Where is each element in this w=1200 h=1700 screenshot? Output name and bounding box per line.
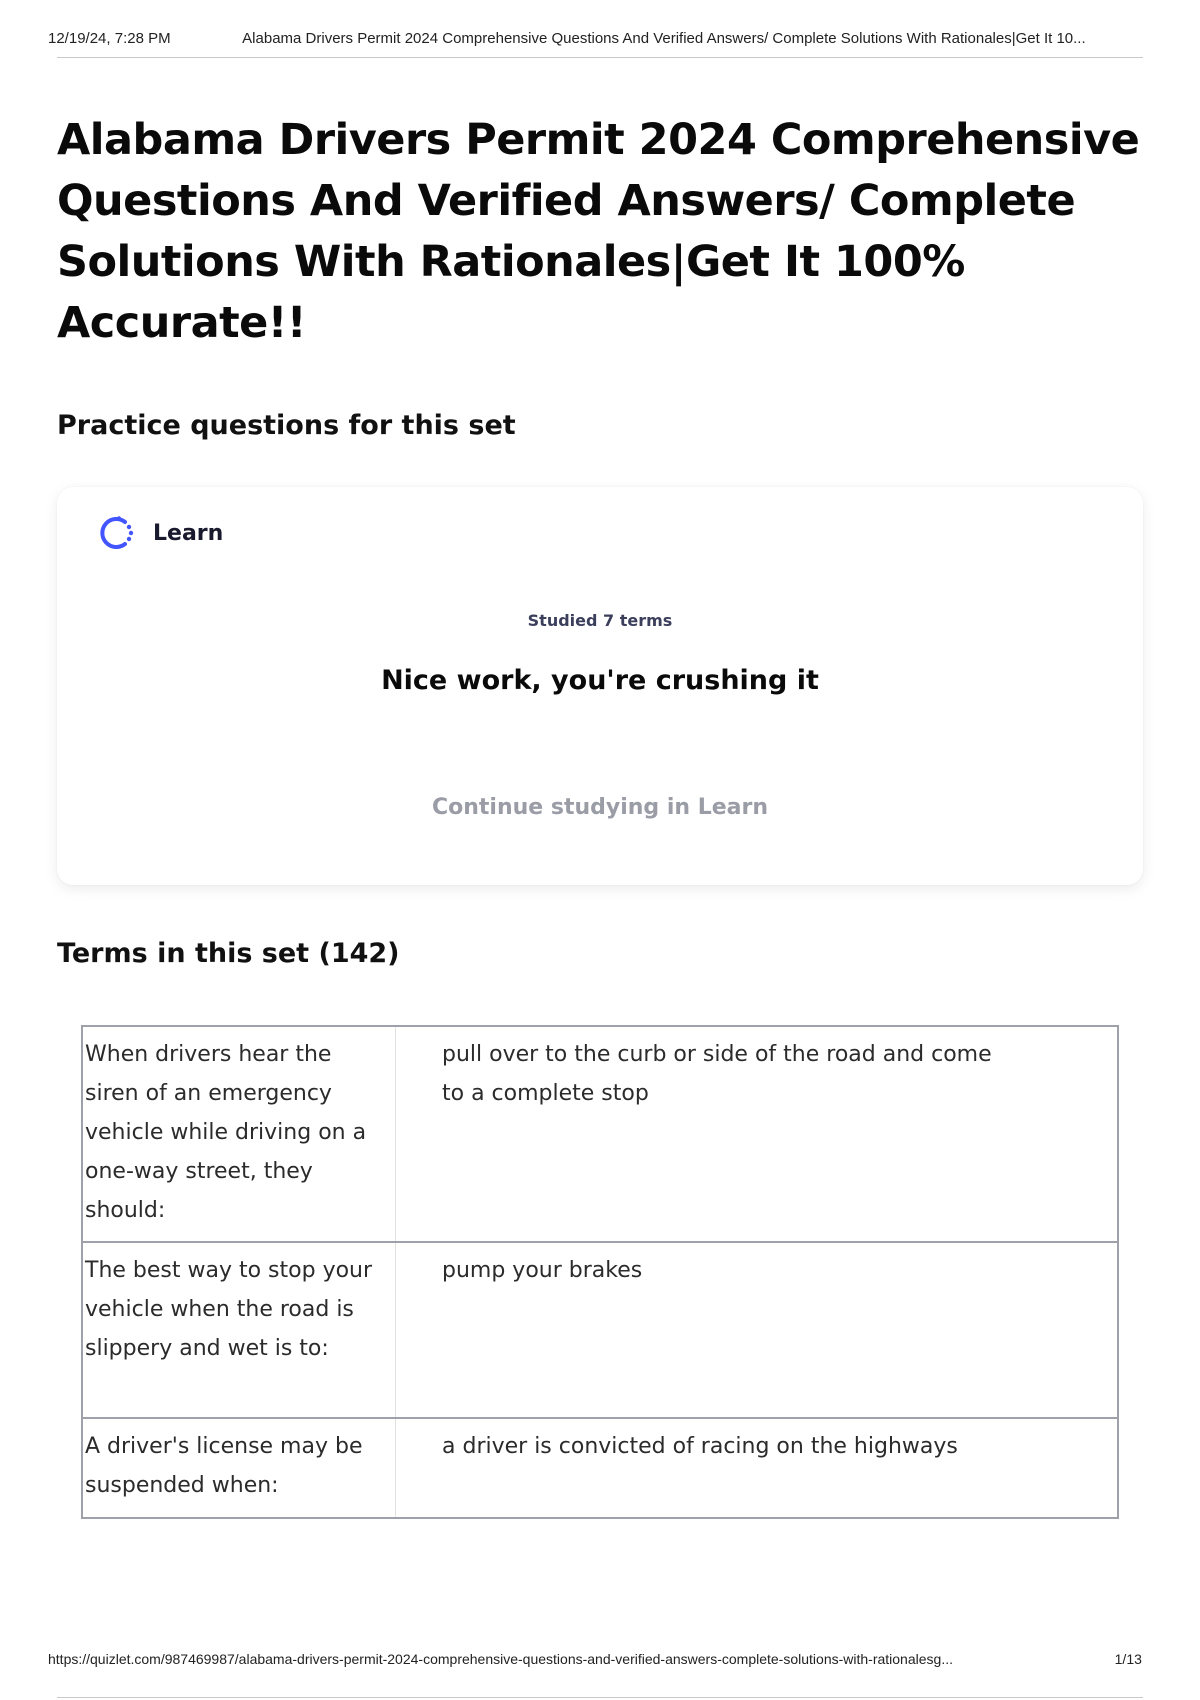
print-datetime: 12/19/24, 7:28 PM [48,30,171,47]
term-cell: When drivers hear the siren of an emergency vehicle while driving on a one-way street, they should: [82,1026,396,1242]
table-row [82,1026,1118,1242]
terms-heading: Terms in this set (142) [57,938,400,969]
encouragement-message: Nice work, you're crushing it [381,665,819,696]
term-cell: The best way to stop your vehicle when the road is slippery and wet is to: [82,1242,396,1418]
definition-cell: pump your brakes [442,1258,643,1283]
definition-cell: pull over to the curb or side of the road and come to a complete stop [442,1042,992,1106]
footer-divider [57,1697,1143,1698]
page-number: 1/13 [1114,1651,1142,1667]
terms-table [81,1025,1119,1519]
table-row [82,1242,1118,1418]
page-title: Alabama Drivers Permit 2024 Comprehensive Questions And Verified Answers/ Complete Solutions With Rationales|Get It 100% Accurate!! [57,115,1140,348]
practice-heading: Practice questions for this set [57,410,516,441]
learn-mode-header[interactable] [97,513,223,553]
print-header [48,30,1152,47]
term-cell: A driver's license may be suspended when: [82,1418,396,1518]
learn-mode-label: Learn [153,520,224,546]
studied-count: Studied 7 terms [527,611,673,630]
print-footer [48,1651,1152,1667]
print-url: https://quizlet.com/987469987/alabama-drivers-permit-2024-comprehensive-questions-and-verified-answers-complete-solutions-with-rationalesg... [48,1651,953,1667]
header-divider [57,57,1143,58]
table-row [82,1418,1118,1518]
learn-progress-icon [97,513,137,553]
continue-studying-button[interactable]: Continue studying in Learn [431,795,768,820]
definition-cell: a driver is convicted of racing on the highways [442,1434,958,1459]
print-doc-title: Alabama Drivers Permit 2024 Comprehensive Questions And Verified Answers/ Complete Solutions With Rationales|Get It 10... [242,30,1086,47]
learn-card[interactable] [57,487,1143,885]
